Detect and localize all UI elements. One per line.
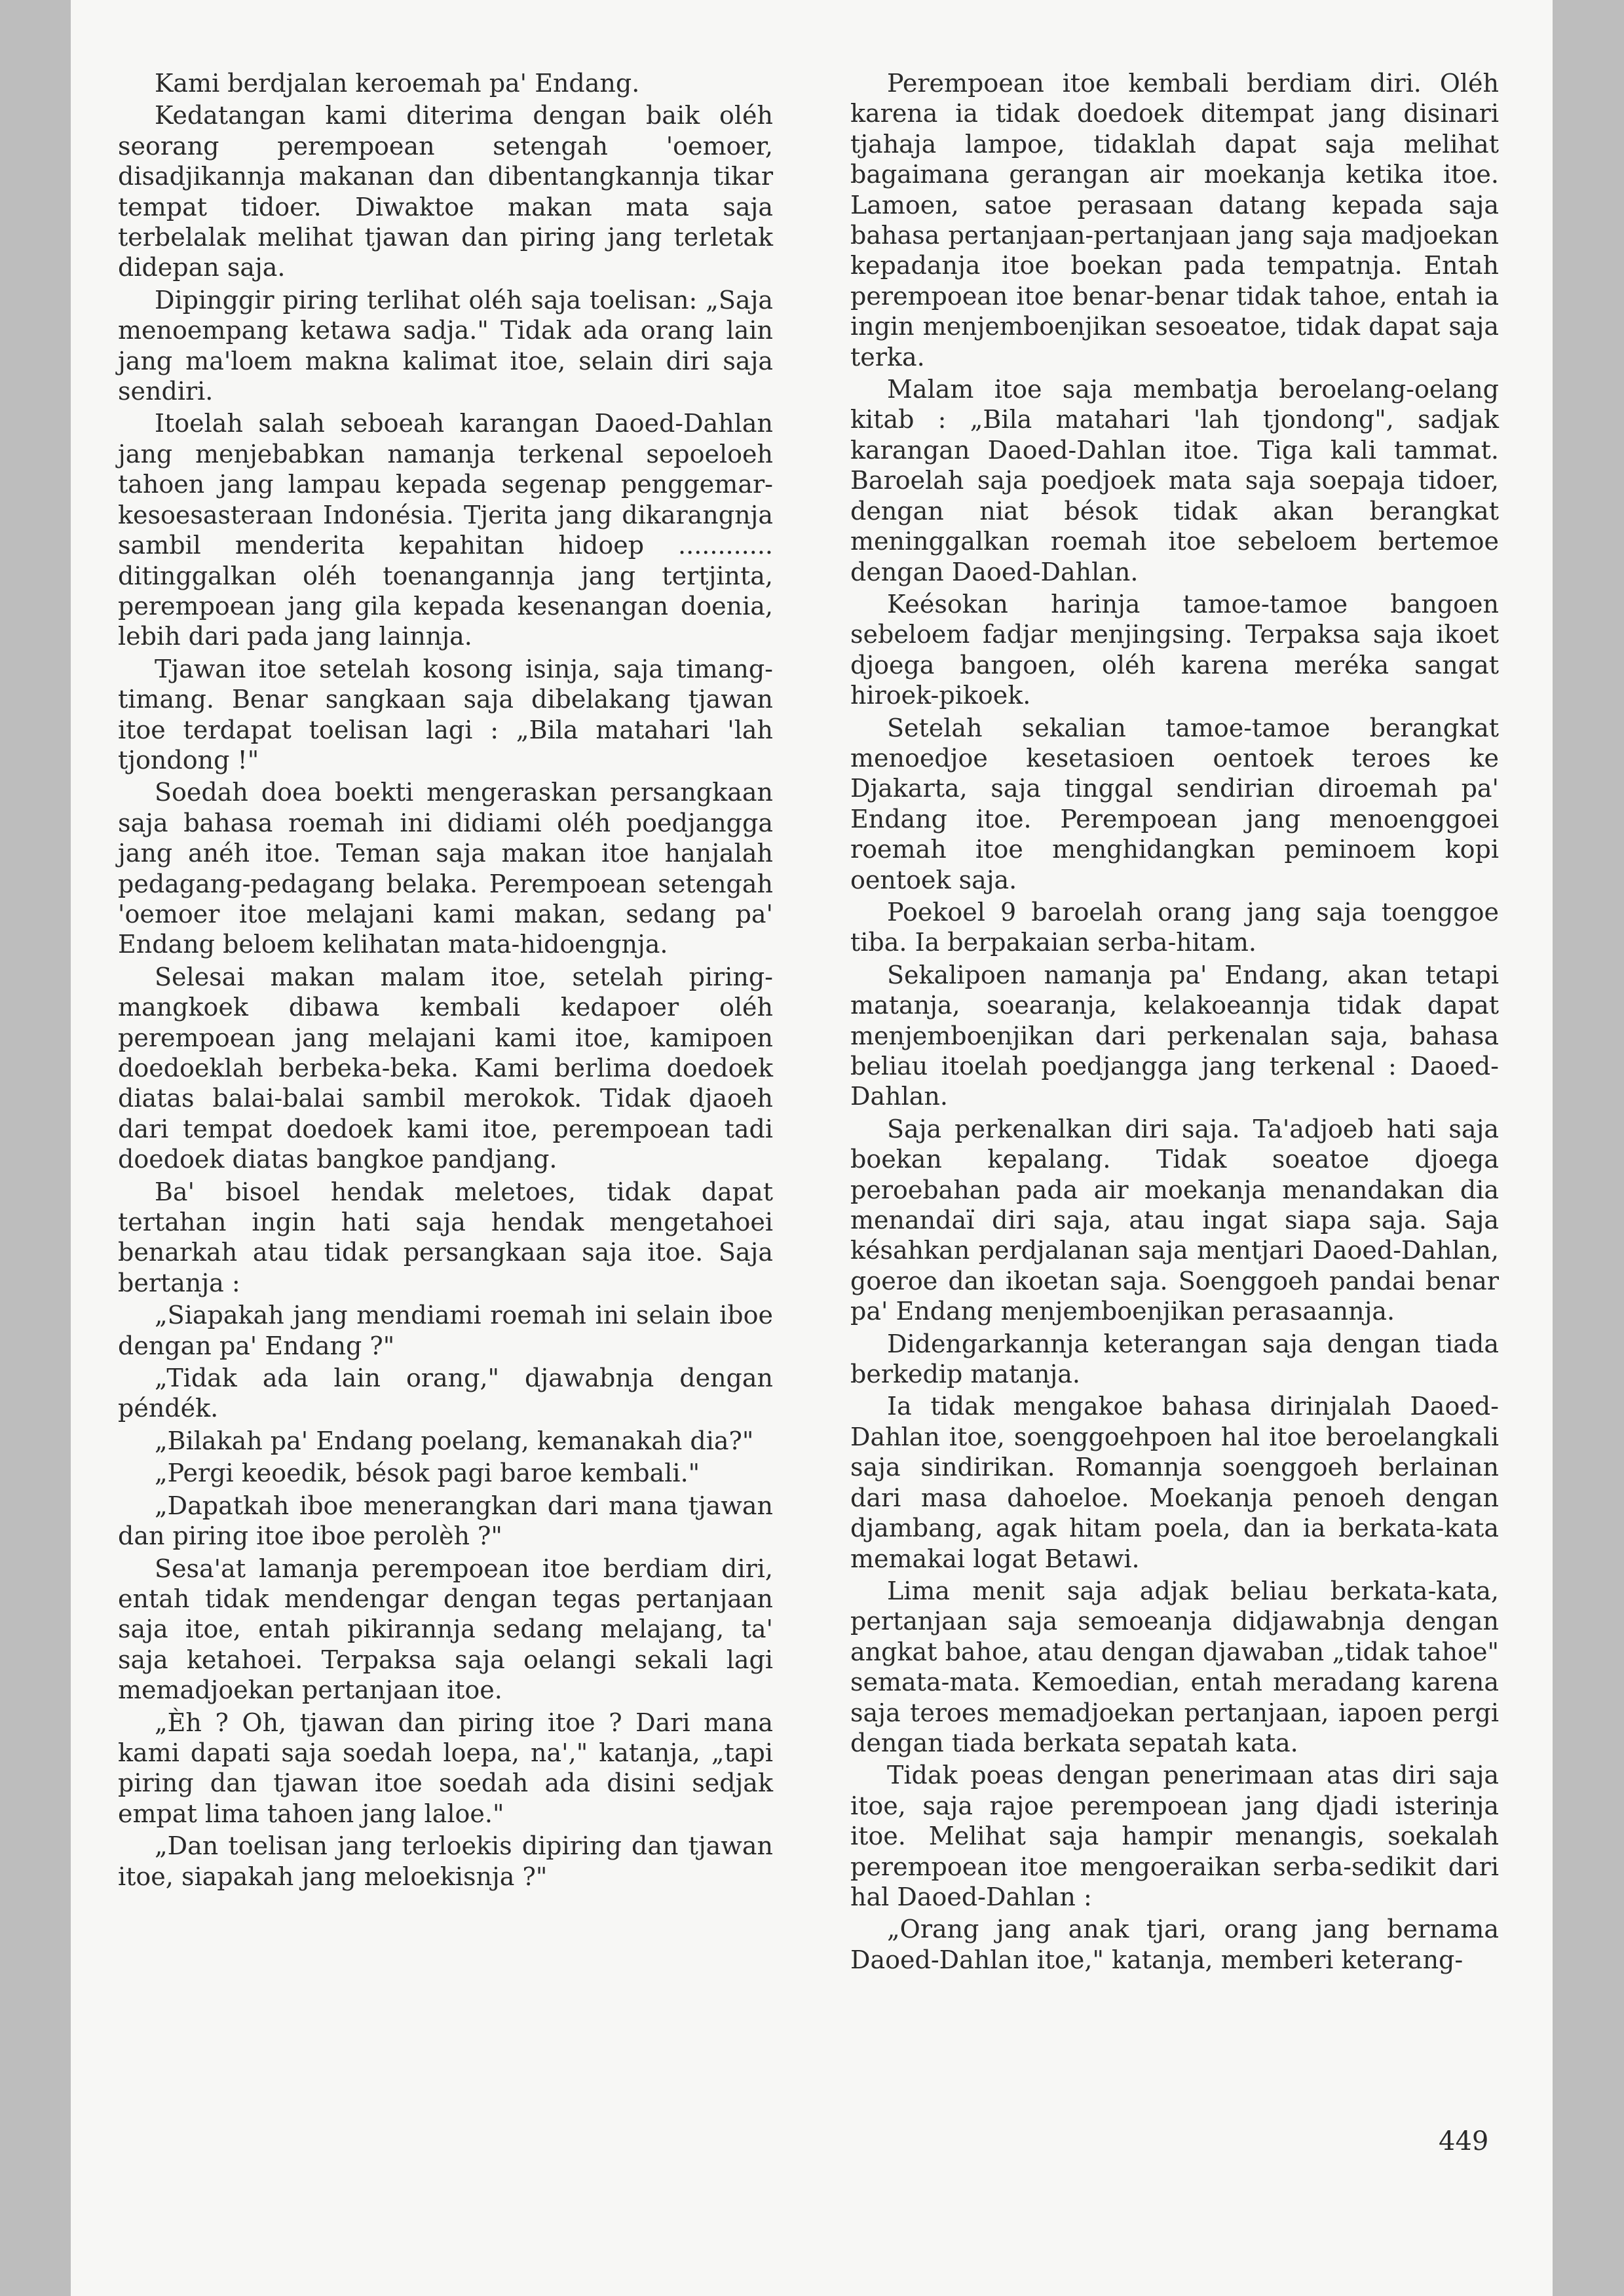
dialogue-line: „Tidak ada lain orang," djawabnja dengan péndék. <box>118 1364 773 1423</box>
paragraph: Setelah sekalian tamoe-tamoe berangkat menoedjoe kesetasioen oentoek teroes ke Djakarta, saja tinggal sendirian diroemah pa' Endang itoe. Perempoean jang menoenggoei roemah itoe menghidangkan peminoem kopi oentoek saja. <box>850 713 1499 894</box>
paragraph: Itoelah salah seboeah karangan Daoed-Dahlan jang menjebabkan namanja terkenal sepoeloeh tahoen jang lampau kepada segenap penggemar-kesoesasteraan Indonésia. Tjerita jang dikarangnja sambil menderita kepahitan hidoep ............ ditinggalkan oléh toenangannja jang tertjinta, perempoean jang gila kepada kesenangan doenia, lebih dari pada jang lainnja. <box>118 409 773 651</box>
paragraph: Didengarkannja keterangan saja dengan tiada berkedip matanja. <box>850 1329 1499 1389</box>
paragraph: Dipinggir piring terlihat oléh saja toelisan: „Saja menoempang ketawa sadja." Tidak ada orang lain jang ma'loem makna kalimat itoe, selain diri saja sendiri. <box>118 285 773 406</box>
right-column <box>850 68 1499 1977</box>
dialogue-line: „Èh ? Oh, tjawan dan piring itoe ? Dari mana kami dapati saja soedah loepa, na'," katanja, „tapi piring dan tjawan itoe soedah ada disini sedjak empat lima tahoen jang laloe." <box>118 1708 773 1828</box>
paragraph: Ia tidak mengakoe bahasa dirinjalah Daoed-Dahlan itoe, soenggoehpoen hal itoe beroelangkali saja sindirikan. Romannja soenggoeh berlainan dari masa dahoeloe. Moekanja penoeh dengan djambang, agak hitam poela, dan ia berkata-kata memakai logat Betawi. <box>850 1392 1499 1573</box>
paragraph: Kedatangan kami diterima dengan baik oléh seorang perempoean setengah 'oemoer, disadjikannja makanan dan dibentangkannja tikar tempat tidoer. Diwaktoe makan mata saja terbelalak melihat tjawan dan piring jang terletak didepan saja. <box>118 101 773 282</box>
paragraph: Selesai makan malam itoe, setelah piring-mangkoek dibawa kembali kedapoer oléh perempoean jang melajani kami itoe, kamipoen doedoeklah berbeka-beka. Kami berlima doedoek diatas balai-balai sambil merokok. Tidak djaoeh dari tempat doedoek kami itoe, perempoean tadi doedoek diatas bangkoe pandjang. <box>118 962 773 1174</box>
paragraph: Poekoel 9 baroelah orang jang saja toenggoe tiba. Ia berpakaian serba-hitam. <box>850 897 1499 957</box>
paragraph: Tjawan itoe setelah kosong isinja, saja timang-timang. Benar sangkaan saja dibelakang tjawan itoe terdapat toelisan lagi : „Bila matahari 'lah tjondong !" <box>118 654 773 775</box>
paragraph: Perempoean itoe kembali berdiam diri. Oléh karena ia tidak doedoek ditempat jang disinari tjahaja lampoe, tidaklah dapat saja melihat bagaimana gerangan air moekanja ketika itoe. Lamoen, satoe perasaan datang kepada saja bahasa pertanjaan-pertanjaan jang saja madjoekan kepadanja itoe boekan pada tempatnja. Entah perempoean itoe benar-benar tidak tahoe, entah ia ingin menjemboenjikan sesoeatoe, tidak dapat saja terka. <box>850 69 1499 372</box>
paragraph: Saja perkenalkan diri saja. Ta'adjoeb hati saja boekan kepalang. Tidak soeatoe djoega peroebahan pada air moekanja menandakan dia menandaï diri saja, atau ingat siapa saja. Saja késahkan perdjalanan saja mentjari Daoed-Dahlan, goeroe dan ikoetan saja. Soenggoeh pandai benar pa' Endang menjemboenjikan perasaannja. <box>850 1114 1499 1326</box>
dialogue-line: „Orang jang anak tjari, orang jang bernama Daoed-Dahlan itoe," katanja, memberi keterang- <box>850 1915 1499 1974</box>
dialogue-line: „Dapatkah iboe menerangkan dari mana tjawan dan piring itoe iboe perolèh ?" <box>118 1491 773 1551</box>
page-number: 449 <box>1439 2126 1489 2156</box>
paragraph: Tidak poeas dengan penerimaan atas diri saja itoe, saja rajoe perempoean jang djadi isterinja itoe. Melihat saja hampir menangis, soekalah perempoean itoe mengoeraikan serba-sedikit dari hal Daoed-Dahlan : <box>850 1761 1499 1911</box>
dialogue-line: „Bilakah pa' Endang poelang, kemanakah dia?" <box>155 1426 754 1455</box>
paragraph: Malam itoe saja membatja beroelang-oelang kitab : „Bila matahari 'lah tjondong", sadjak karangan Daoed-Dahlan itoe. Tiga kali tammat. Baroelah saja poedjoek mata saja soepaja tidoer, dengan niat bésok tidak akan berangkat meninggalkan roemah itoe sebeloem bertemoe dengan Daoed-Dahlan. <box>850 375 1499 586</box>
paragraph: Soedah doea boekti mengeraskan persangkaan saja bahasa roemah ini didiami oléh poedjangga jang anéh itoe. Teman saja makan itoe hanjalah pedagang-pedagang belaka. Perempoean setengah 'oemoer itoe melajani kami makan, sedang pa' Endang beloem kelihatan mata-hidoengnja. <box>118 778 773 959</box>
left-column <box>118 68 773 1894</box>
paragraph: Sekalipoen namanja pa' Endang, akan tetapi matanja, soearanja, kelakoeannja tidak dapat menjemboenjikan dari perkenalan saja, bahasa beliau itoelah poedjangga jang terkenal : Daoed-Dahlan. <box>850 960 1499 1111</box>
paragraph: Sesa'at lamanja perempoean itoe berdiam diri, entah tidak mendengar dengan tegas pertanjaan saja itoe, entah pikirannja sedang melajang, ta' saja ketahoei. Terpaksa saja oelangi sekali lagi memadjoekan pertanjaan itoe. <box>118 1554 773 1705</box>
paragraph: Ba' bisoel hendak meletoes, tidak dapat tertahan ingin hati saja hendak mengetahoei benarkah atau tidak persangkaan saja itoe. Saja bertanja : <box>118 1177 773 1297</box>
book-page <box>71 0 1553 2296</box>
paragraph: Keésokan harinja tamoe-tamoe bangoen sebeloem fadjar menjingsing. Terpaksa saja ikoet djoega bangoen, oléh karena meréka sangat hiroek-pikoek. <box>850 589 1499 710</box>
paragraph: Lima menit saja adjak beliau berkata-kata, pertanjaan saja semoeanja didjawabnja dengan angkat bahoe, atau dengan djawaban „tidak tahoe" semata-mata. Kemoedian, entah meradang karena saja teroes memadjoekan pertanjaan, iapoen pergi dengan tiada berkata sepatah kata. <box>850 1576 1499 1757</box>
dialogue-line: „Dan toelisan jang terloekis dipiring dan tjawan itoe, siapakah jang meloekisnja ?" <box>118 1831 773 1891</box>
paragraph: Kami berdjalan keroemah pa' Endang. <box>155 69 640 98</box>
dialogue-line: „Siapakah jang mendiami roemah ini selain iboe dengan pa' Endang ?" <box>118 1301 773 1360</box>
dialogue-line: „Pergi keoedik, bésok pagi baroe kembali." <box>155 1459 700 1488</box>
